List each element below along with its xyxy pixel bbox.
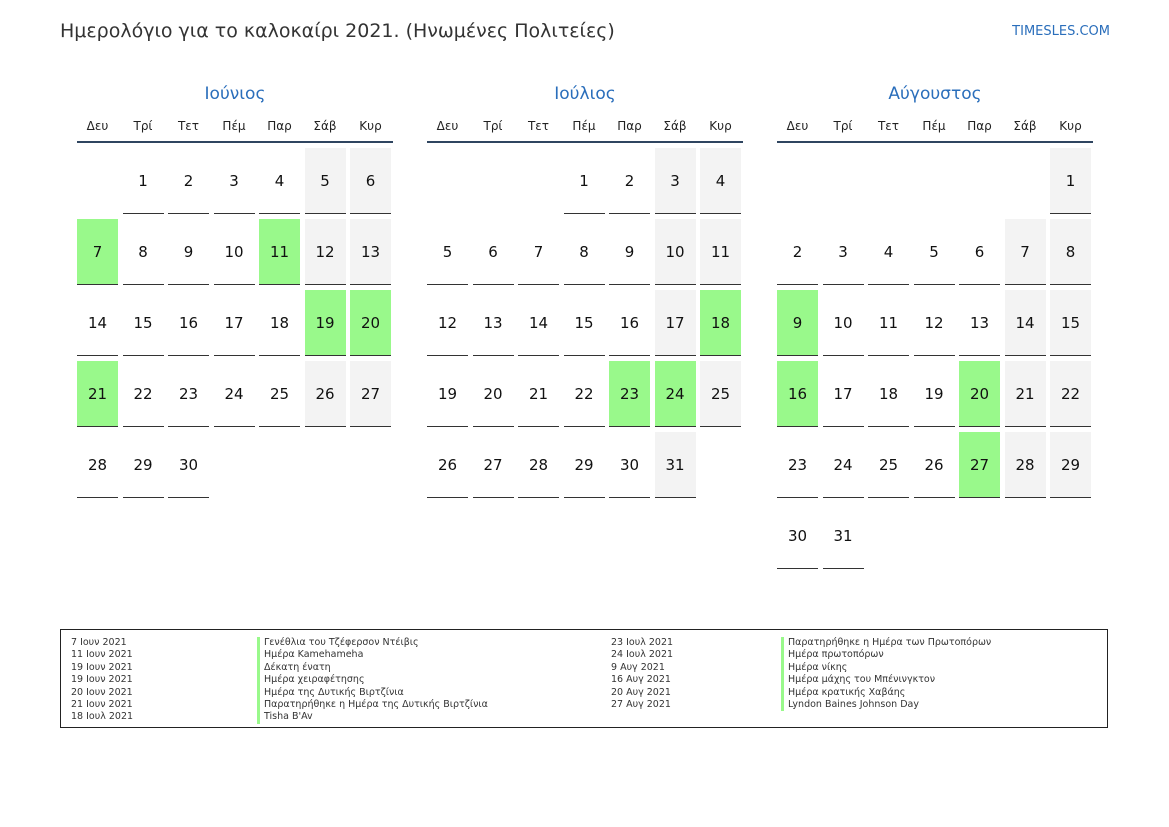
day-cell[interactable]: 8 — [564, 219, 605, 285]
legend-left-dates — [71, 637, 133, 724]
day-cell[interactable]: 26 — [427, 432, 468, 498]
day-cell[interactable]: 21 — [1005, 361, 1046, 427]
weekday-header — [77, 118, 393, 143]
day-cell[interactable]: 20 — [473, 361, 514, 427]
day-cell[interactable]: 28 — [1005, 432, 1046, 498]
legend-date: 21 Ιουν 2021 — [71, 698, 133, 710]
day-cell[interactable]: 22 — [123, 361, 164, 427]
day-cell[interactable]: 14 — [518, 290, 559, 356]
weekday-label: Δευ — [86, 119, 109, 133]
day-cell[interactable]: 18 — [868, 361, 909, 427]
holiday-day-cell[interactable]: 19 — [305, 290, 346, 356]
day-cell[interactable]: 1 — [564, 148, 605, 214]
legend-left-names — [257, 637, 488, 724]
page-title: Ημερολόγιο για το καλοκαίρι 2021. (Ηνωμένες Πολιτείες) — [60, 20, 615, 42]
weekday-header — [427, 118, 743, 143]
day-cell[interactable]: 11 — [700, 219, 741, 285]
day-cell[interactable]: 19 — [427, 361, 468, 427]
day-cell[interactable]: 28 — [518, 432, 559, 498]
day-cell[interactable]: 6 — [350, 148, 391, 214]
weekday-label: Τρί — [833, 119, 853, 133]
holiday-day-cell[interactable]: 11 — [259, 219, 300, 285]
day-cell[interactable]: 31 — [823, 503, 864, 569]
month-calendar-june — [77, 82, 393, 498]
day-cell[interactable]: 17 — [823, 361, 864, 427]
legend-date: 20 Αυγ 2021 — [611, 686, 671, 698]
empty-cell — [77, 148, 118, 214]
legend-date: 16 Αυγ 2021 — [611, 674, 671, 686]
weekday-label: Παρ — [967, 119, 992, 133]
day-cell[interactable]: 26 — [914, 432, 955, 498]
legend-holiday-name: Δέκατη ένατη — [257, 662, 488, 674]
day-grid — [77, 148, 393, 498]
weekday-label: Πέμ — [922, 119, 946, 133]
legend-date: 9 Αυγ 2021 — [611, 661, 665, 673]
day-cell[interactable]: 1 — [123, 148, 164, 214]
day-cell[interactable]: 10 — [823, 290, 864, 356]
holiday-day-cell[interactable]: 20 — [350, 290, 391, 356]
holiday-day-cell[interactable]: 9 — [777, 290, 818, 356]
day-cell[interactable]: 8 — [123, 219, 164, 285]
weekday-label: Κυρ — [709, 119, 732, 133]
legend-holiday-name: Ημέρα νίκης — [781, 662, 991, 674]
empty-cell — [1005, 148, 1046, 214]
legend-holiday-name: Lyndon Baines Johnson Day — [781, 699, 991, 711]
day-cell[interactable]: 6 — [959, 219, 1000, 285]
day-cell[interactable]: 19 — [914, 361, 955, 427]
day-cell[interactable]: 29 — [1050, 432, 1091, 498]
day-cell[interactable]: 17 — [655, 290, 696, 356]
weekday-label: Τετ — [527, 119, 550, 133]
day-cell[interactable]: 2 — [609, 148, 650, 214]
day-cell[interactable]: 30 — [609, 432, 650, 498]
day-cell[interactable]: 9 — [609, 219, 650, 285]
legend-holiday-name: Ημέρα πρωτοπόρων — [781, 649, 991, 661]
day-cell[interactable]: 10 — [655, 219, 696, 285]
legend-holiday-name: Ημέρα χειραφέτησης — [257, 674, 488, 686]
day-cell[interactable]: 26 — [305, 361, 346, 427]
day-cell[interactable]: 1 — [1050, 148, 1091, 214]
day-cell[interactable]: 5 — [427, 219, 468, 285]
day-cell[interactable]: 27 — [473, 432, 514, 498]
day-cell[interactable]: 7 — [518, 219, 559, 285]
weekday-label: Κυρ — [359, 119, 382, 133]
holiday-day-cell[interactable]: 18 — [700, 290, 741, 356]
legend-date: 20 Ιουν 2021 — [71, 686, 133, 698]
legend-date: 27 Αυγ 2021 — [611, 698, 671, 710]
day-cell[interactable]: 24 — [823, 432, 864, 498]
day-cell[interactable]: 12 — [305, 219, 346, 285]
month-name: Ιούλιος — [554, 84, 616, 104]
day-cell[interactable]: 3 — [655, 148, 696, 214]
legend-holiday-name: Ημέρα της Δυτικής Βιρτζίνια — [257, 687, 488, 699]
legend-holiday-name: Tisha B'Av — [257, 711, 488, 723]
day-cell[interactable]: 11 — [868, 290, 909, 356]
empty-cell — [473, 148, 514, 214]
day-cell[interactable]: 14 — [1005, 290, 1046, 356]
day-cell[interactable]: 8 — [1050, 219, 1091, 285]
day-cell[interactable]: 13 — [473, 290, 514, 356]
weekday-label: Τετ — [177, 119, 200, 133]
empty-cell — [777, 148, 818, 214]
day-cell[interactable]: 4 — [700, 148, 741, 214]
day-cell[interactable]: 2 — [168, 148, 209, 214]
holiday-day-cell[interactable]: 20 — [959, 361, 1000, 427]
day-cell[interactable]: 15 — [1050, 290, 1091, 356]
day-cell[interactable]: 25 — [700, 361, 741, 427]
legend-date: 23 Ιουλ 2021 — [611, 637, 674, 648]
legend-holiday-name: Γενέθλια του Τζέφερσον Ντέιβις — [257, 637, 488, 649]
day-cell[interactable]: 4 — [259, 148, 300, 214]
legend-date: 19 Ιουν 2021 — [71, 674, 133, 686]
weekday-label: Παρ — [267, 119, 292, 133]
day-cell[interactable]: 23 — [168, 361, 209, 427]
legend-holiday-name: Ημέρα κρατικής Χαβάης — [781, 687, 991, 699]
legend-holiday-name: Ημέρα Kamehameha — [257, 649, 488, 661]
day-cell[interactable]: 3 — [823, 219, 864, 285]
day-cell[interactable]: 18 — [259, 290, 300, 356]
day-cell[interactable]: 21 — [518, 361, 559, 427]
legend-date: 11 Ιουν 2021 — [71, 649, 133, 661]
holiday-day-cell[interactable]: 21 — [77, 361, 118, 427]
legend-date: 19 Ιουν 2021 — [71, 661, 133, 673]
day-cell[interactable]: 5 — [305, 148, 346, 214]
day-cell[interactable]: 5 — [914, 219, 955, 285]
day-grid — [777, 148, 1093, 569]
legend-holiday-name: Παρατηρήθηκε η Ημέρα της Δυτικής Βιρτζίνια — [257, 699, 488, 711]
day-cell[interactable]: 15 — [123, 290, 164, 356]
day-cell[interactable]: 27 — [350, 361, 391, 427]
empty-cell — [868, 148, 909, 214]
weekday-label: Κυρ — [1059, 119, 1082, 133]
legend-date: 24 Ιουλ 2021 — [611, 649, 674, 661]
weekday-label: Τρί — [133, 119, 153, 133]
day-cell[interactable]: 4 — [868, 219, 909, 285]
empty-cell — [823, 148, 864, 214]
day-cell[interactable]: 17 — [214, 290, 255, 356]
legend-date: 7 Ιουν 2021 — [71, 637, 127, 648]
weekday-label: Δευ — [786, 119, 809, 133]
day-cell[interactable]: 30 — [168, 432, 209, 498]
month-calendar-august — [777, 82, 1093, 569]
day-cell[interactable]: 22 — [564, 361, 605, 427]
day-cell[interactable]: 7 — [1005, 219, 1046, 285]
weekday-label: Τετ — [877, 119, 900, 133]
month-name: Αύγουστος — [888, 84, 982, 104]
weekday-label: Πέμ — [222, 119, 246, 133]
legend-right-dates — [611, 637, 673, 711]
day-cell[interactable]: 30 — [777, 503, 818, 569]
holiday-day-cell[interactable]: 24 — [655, 361, 696, 427]
weekday-label: Σάβ — [663, 119, 687, 133]
day-cell[interactable]: 13 — [959, 290, 1000, 356]
legend-date: 18 Ιουλ 2021 — [71, 711, 134, 723]
day-cell[interactable]: 22 — [1050, 361, 1091, 427]
site-link[interactable]: TIMESLES.COM — [1012, 24, 1110, 39]
day-cell[interactable]: 14 — [77, 290, 118, 356]
day-cell[interactable]: 24 — [214, 361, 255, 427]
holiday-legend — [60, 629, 1108, 728]
day-cell[interactable]: 31 — [655, 432, 696, 498]
holiday-day-cell[interactable]: 23 — [609, 361, 650, 427]
day-cell[interactable]: 23 — [777, 432, 818, 498]
empty-cell — [518, 148, 559, 214]
day-cell[interactable]: 10 — [214, 219, 255, 285]
empty-cell — [914, 148, 955, 214]
day-cell[interactable]: 25 — [868, 432, 909, 498]
weekday-label: Πέμ — [572, 119, 596, 133]
day-cell[interactable]: 13 — [350, 219, 391, 285]
weekday-label: Σάβ — [1013, 119, 1037, 133]
weekday-label: Τρί — [483, 119, 503, 133]
day-cell[interactable]: 16 — [168, 290, 209, 356]
empty-cell — [959, 148, 1000, 214]
day-cell[interactable]: 15 — [564, 290, 605, 356]
legend-right-names — [781, 637, 991, 711]
month-calendar-july — [427, 82, 743, 498]
holiday-day-cell[interactable]: 16 — [777, 361, 818, 427]
weekday-label: Σάβ — [313, 119, 337, 133]
day-cell[interactable]: 12 — [427, 290, 468, 356]
weekday-header — [777, 118, 1093, 143]
day-cell[interactable]: 25 — [259, 361, 300, 427]
holiday-day-cell[interactable]: 7 — [77, 219, 118, 285]
day-cell[interactable]: 29 — [564, 432, 605, 498]
holiday-day-cell[interactable]: 27 — [959, 432, 1000, 498]
day-grid — [427, 148, 743, 498]
weekday-label: Παρ — [617, 119, 642, 133]
day-cell[interactable]: 16 — [609, 290, 650, 356]
month-name: Ιούνιος — [204, 84, 266, 104]
day-cell[interactable]: 12 — [914, 290, 955, 356]
empty-cell — [427, 148, 468, 214]
day-cell[interactable]: 28 — [77, 432, 118, 498]
day-cell[interactable]: 3 — [214, 148, 255, 214]
day-cell[interactable]: 9 — [168, 219, 209, 285]
day-cell[interactable]: 29 — [123, 432, 164, 498]
weekday-label: Δευ — [436, 119, 459, 133]
day-cell[interactable]: 6 — [473, 219, 514, 285]
day-cell[interactable]: 2 — [777, 219, 818, 285]
legend-holiday-name: Παρατηρήθηκε η Ημέρα των Πρωτοπόρων — [781, 637, 991, 649]
legend-holiday-name: Ημέρα μάχης του Μπένινγκτον — [781, 674, 991, 686]
